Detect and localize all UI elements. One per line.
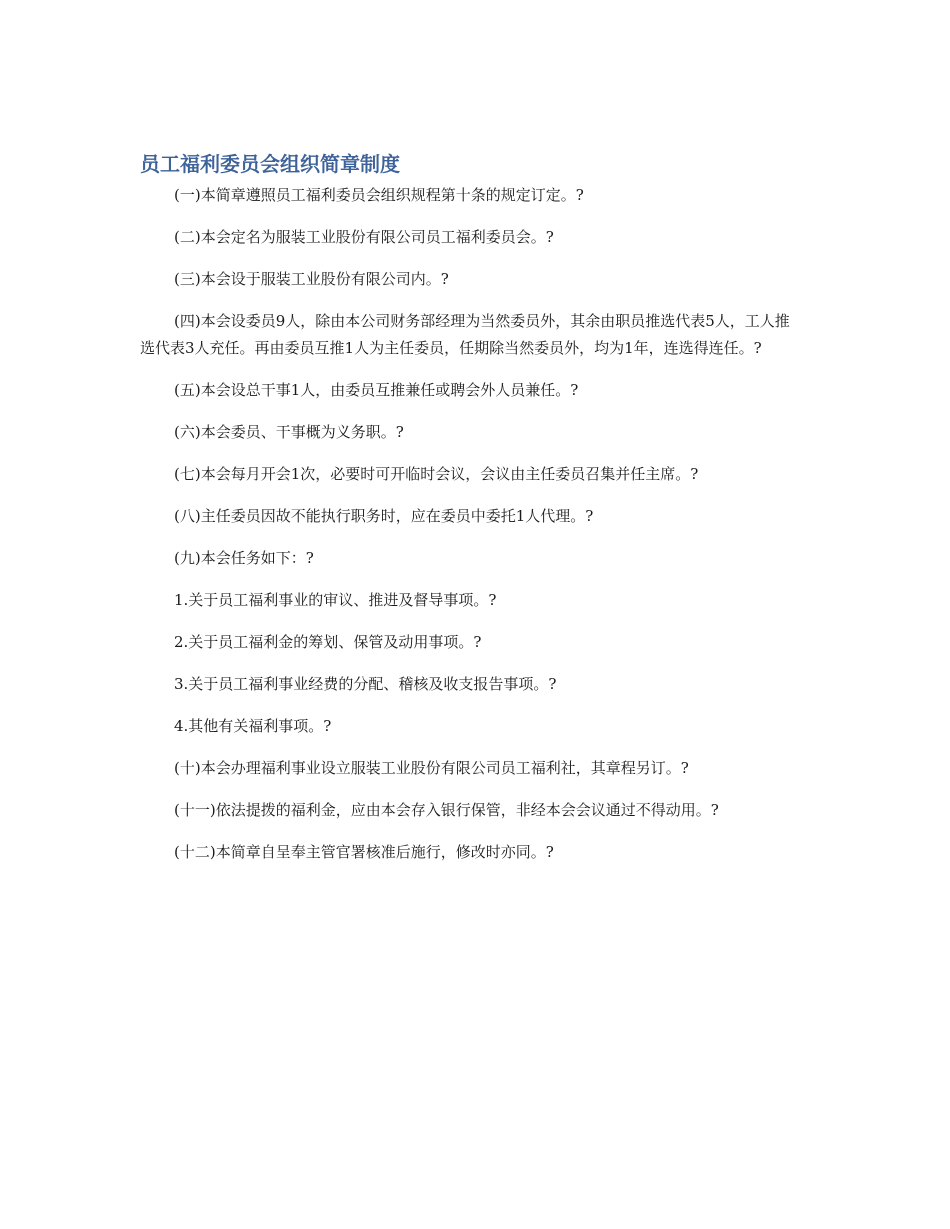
paragraph-7: (七)本会每月开会1次，必要时可开临时会议，会议由主任委员召集并任主席。? [174, 465, 699, 483]
paragraph-5: (五)本会设总干事1人，由委员互推兼任或聘会外人员兼任。? [174, 381, 579, 399]
paragraph-6: (六)本会委员、干事概为义务职。? [174, 423, 404, 441]
paragraph-2: (二)本会定名为服装工业股份有限公司员工福利委员会。? [174, 228, 554, 246]
paragraph-11: (十一)依法提拨的福利金，应由本会存入银行保管，非经本会会议通过不得动用。? [174, 801, 719, 819]
paragraph-12: (十二)本简章自呈奉主管官署核准后施行，修改时亦同。? [174, 843, 554, 861]
paragraph-3: (三)本会设于服装工业股份有限公司内。? [174, 270, 449, 288]
paragraph-1: (一)本简章遵照员工福利委员会组织规程第十条的规定订定。? [174, 186, 584, 204]
document-body [140, 146, 800, 881]
document-title: 员工福利委员会组织简章制度 [140, 152, 400, 176]
paragraph-9: (九)本会任务如下：? [174, 549, 314, 567]
list-item-4: 4.其他有关福利事项。? [174, 717, 332, 735]
list-item-2: 2.关于员工福利金的筹划、保管及动用事项。? [174, 633, 482, 651]
paragraph-4: (四)本会设委员9人，除由本公司财务部经理为当然委员外，其余由职员推选代表5人，工人推选代表3人充任。再由委员互推1人为主任委员，任期除当然委员外，均为1年，连选得连任。? [140, 312, 790, 357]
list-item-1: 1.关于员工福利事业的审议、推进及督导事项。? [174, 591, 497, 609]
paragraph-10: (十)本会办理福利事业设立服装工业股份有限公司员工福利社，其章程另订。? [174, 759, 689, 777]
list-item-3: 3.关于员工福利事业经费的分配、稽核及收支报告事项。? [174, 675, 557, 693]
paragraph-8: (八)主任委员因故不能执行职务时，应在委员中委托1人代理。? [174, 507, 594, 525]
